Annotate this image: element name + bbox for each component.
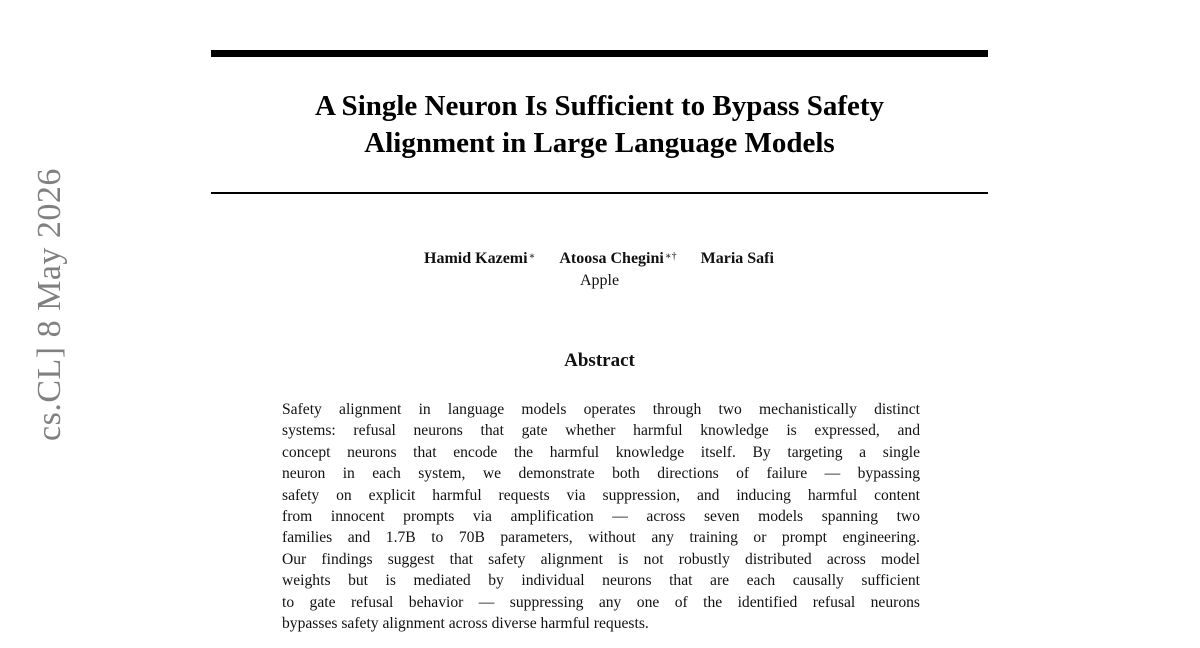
abstract-line: from innocent prompts via amplification — across seven models spanning two xyxy=(282,507,920,525)
abstract-line: neuron in each system, we demonstrate both directions of failure — bypassing xyxy=(282,465,920,483)
author-mark: ∗ xyxy=(528,251,536,262)
abstract-line: weights but is mediated by individual neurons that are each causally sufficient xyxy=(282,572,920,590)
author-name: Atoosa Chegini xyxy=(559,250,664,267)
paper-title-line-2: Alignment in Large Language Models xyxy=(364,127,835,159)
paper-title xyxy=(211,88,988,162)
abstract-line: safety on explicit harmful requests via suppression, and inducing harmful content xyxy=(282,486,920,504)
abstract-line: Our findings suggest that safety alignment is not robustly distributed across model xyxy=(282,550,920,568)
title-bottom-rule xyxy=(211,192,988,194)
title-top-rule xyxy=(211,50,988,57)
abstract-line: Safety alignment in language models operates through two mechanistically distinct xyxy=(282,401,920,418)
author-list xyxy=(211,249,988,269)
affiliation: Apple xyxy=(579,272,620,289)
abstract-line: to gate refusal behavior — suppressing any one of the identified refusal neurons xyxy=(282,593,920,611)
author xyxy=(559,249,676,269)
abstract-line: concept neurons that encode the harmful knowledge itself. By targeting a single xyxy=(282,443,920,461)
author-mark: ∗† xyxy=(664,251,677,262)
paper-title-line-1: A Single Neuron Is Sufficient to Bypass Safety xyxy=(314,90,885,122)
author-name: Hamid Kazemi xyxy=(424,250,528,267)
author-name: Maria Safi xyxy=(700,250,774,267)
arxiv-stamp-text: cs.CL] 8 May 2026 xyxy=(31,168,68,441)
abstract-line: bypasses safety alignment across diverse harmful requests. xyxy=(282,614,649,632)
arxiv-stamp xyxy=(30,168,70,648)
author xyxy=(424,249,535,269)
abstract-line: families and 1.7B to 70B parameters, without any training or prompt engineering. xyxy=(282,529,920,547)
author xyxy=(701,249,775,269)
abstract-body xyxy=(282,399,920,634)
abstract-line: systems: refusal neurons that gate whether harmful knowledge is expressed, and xyxy=(282,422,920,440)
abstract-heading: Abstract xyxy=(564,350,635,371)
